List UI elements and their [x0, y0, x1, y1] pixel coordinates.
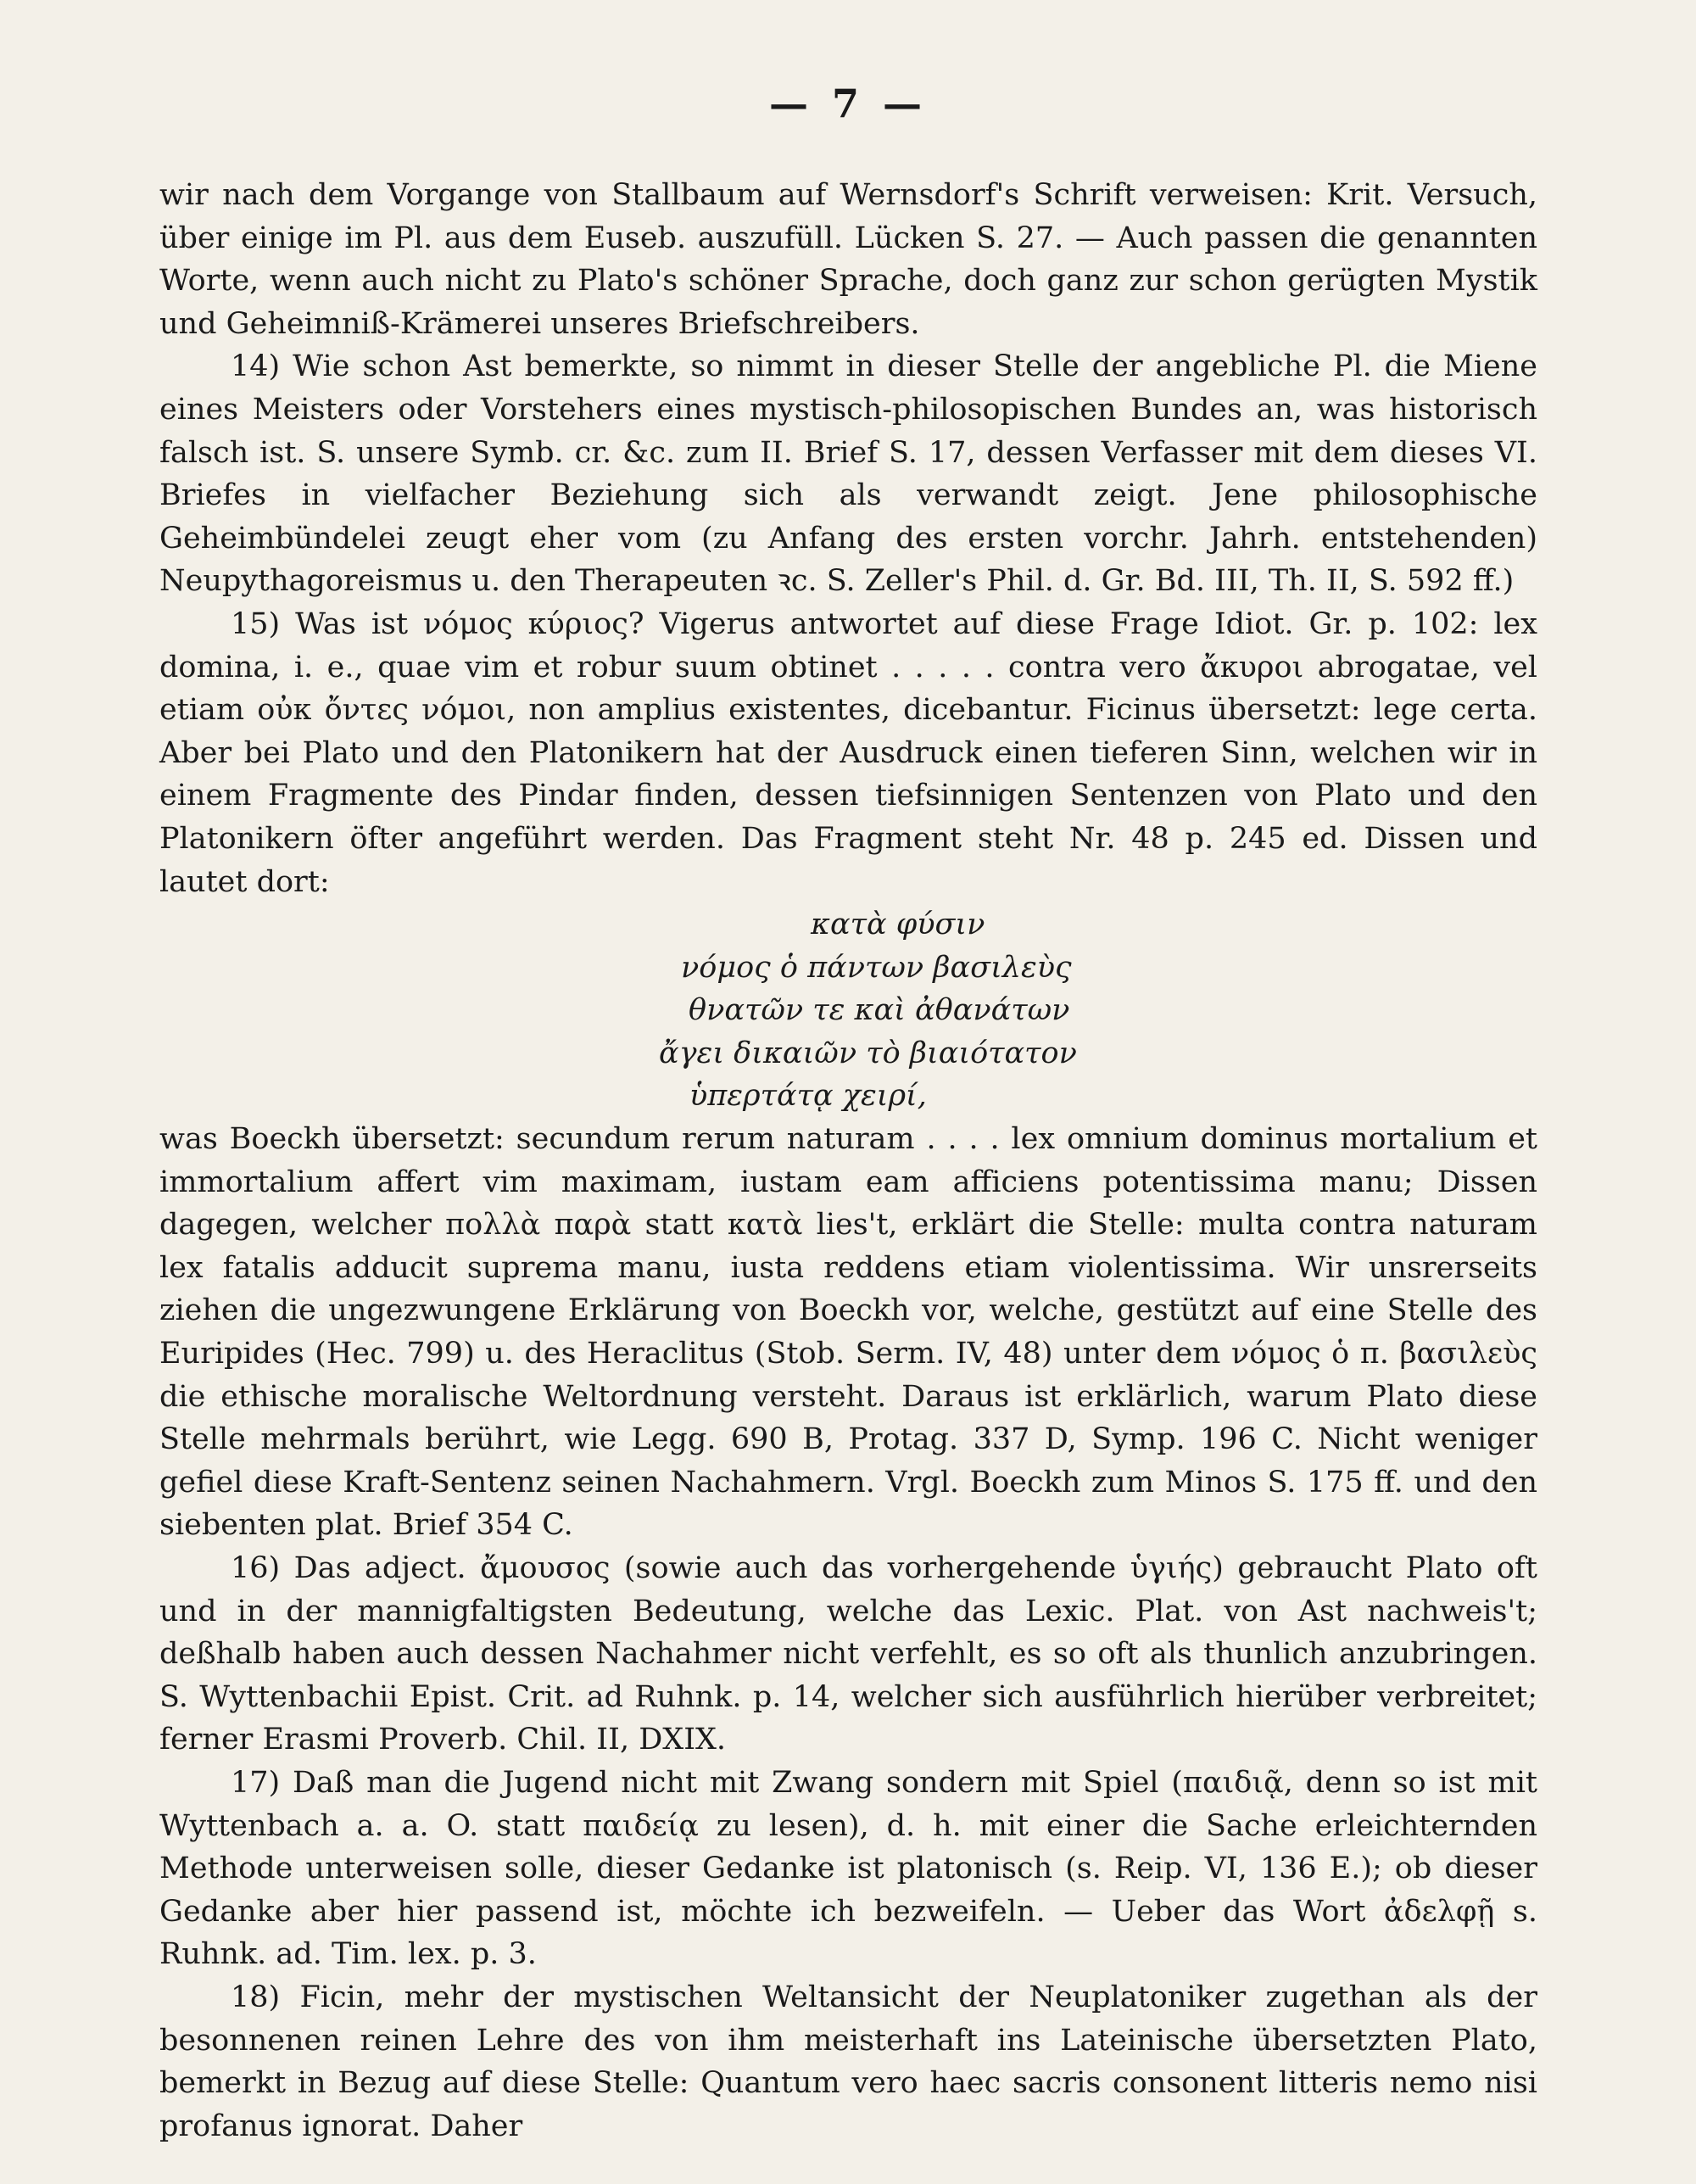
verse-line: ὑπερτάτᾳ χειρί,	[689, 1079, 927, 1114]
verse-line: ἄγει δικαιῶν τὸ βιαιότατον	[659, 1036, 1077, 1070]
note-15-intro: 15) Was ist νόμος κύριος? Vigerus antwortet auf diese Frage Idiot. Gr. p. 102: lex domina, i. e., quae vim et robur suum obtinet . . . . . contra vero ἄκυροι abrogatae, vel etiam οὐκ ὄντες νόμοι, non amplius existentes, dicebantur. Ficinus übersetzt: lege certa. Aber bei Plato und den Platonikern hat der Ausdruck einen tieferen Sinn, welchen wir in einem Fragmente des Pindar finden, dessen tiefsinnigen Sentenzen von Plato und den Platonikern öfter angeführt werden. Das Fragment steht Nr. 48 p. 245 ed. Dissen und lautet dort:	[159, 606, 1537, 899]
verse-line: θνατῶν τε καὶ ἀθανάτων	[689, 993, 1070, 1028]
note-14: 14) Wie schon Ast bemerkte, so nimmt in dieser Stelle der angebliche Pl. die Miene eines Meisters oder Vorstehers eines mystisch-philosopischen Bundes an, was historisch falsch ist. S. unsere Symb. cr. &c. zum II. Brief S. 17, dessen Verfasser mit dem dieses VI. Briefes in vielfacher Beziehung sich als verwandt zeigt. Jene philosophische Geheimbündelei zeugt eher vom (zu Anfang des ersten vorchr. Jahrh. entstehenden) Neupythagoreismus u. den Therapeuten ꝛc. S. Zeller's Phil. d. Gr. Bd. III, Th. II, S. 592 ff.)	[159, 349, 1537, 599]
verse-line: νόμος ὁ πάντων βασιλεὺς	[681, 950, 1072, 985]
note-18: 18) Ficin, mehr der mystischen Weltansicht der Neuplatoniker zugethan als der besonnenen reinen Lehre des von ihm meisterhaft ins Lateinische übersetzten Plato, bemerkt in Bezug auf diese Stelle: Quantum vero haec sacris consonent litteris nemo nisi profanus ignorat. Daher	[159, 1980, 1537, 2143]
note-17: 17) Daß man die Jugend nicht mit Zwang sondern mit Spiel (παιδιᾷ, denn so ist mit Wyttenbach a. a. O. statt παιδείᾳ zu lesen), d. h. mit einer die Sache erleichternden Methode unterweisen solle, dieser Gedanke ist platonisch (s. Reip. VI, 136 E.); ob dieser Gedanke aber hier passend ist, möchte ich bezweifeln. — Ueber das Wort ἀδελφῇ s. Ruhnk. ad. Tim. lex. p. 3.	[159, 1765, 1537, 1972]
verse-line: κατὰ φύσιν	[811, 908, 985, 942]
page-number: — 7 —	[768, 81, 928, 126]
note-15-continued: was Boeckh übersetzt: secundum rerum naturam . . . . lex omnium dominus mortalium et immortalium affert vim maximam, iustam eam afficiens potentissima manu; Dissen dagegen, welcher πολλὰ παρὰ statt κατὰ lies't, erklärt die Stelle: multa contra naturam lex fatalis adducit suprema manu, iusta reddens etiam violentissima. Wir unsrerseits ziehen die ungezwungene Erklärung von Boeckh vor, welche, gestützt auf eine Stelle des Euripides (Hec. 799) u. des Heraclitus (Stob. Serm. IV, 48) unter dem νόμος ὁ π. βασιλεὺς die ethische moralische Weltordnung versteht. Daraus ist erklärlich, warum Plato diese Stelle mehrmals berührt, wie Legg. 690 B, Protag. 337 D, Symp. 196 C. Nicht weniger gefiel diese Kraft-Sentenz seinen Nachahmern. Vrgl. Boeckh zum Minos S. 175 ff. und den siebenten plat. Brief 354 C.	[159, 1122, 1537, 1543]
note-16: 16) Das adject. ἄμουσος (sowie auch das vorhergehende ὑγιής) gebraucht Plato oft und in der mannigfaltigsten Bedeutung, welche das Lexic. Plat. von Ast nachweis't; deßhalb haben auch dessen Nachahmer nicht verfehlt, es so oft als thunlich anzubringen. S. Wyttenbachii Epist. Crit. ad Ruhnk. p. 14, welcher sich ausführlich hierüber verbreitet; ferner Erasmi Proverb. Chil. II, DXIX.	[159, 1551, 1537, 1757]
page-body	[159, 174, 1537, 2148]
pindar-fragment	[159, 903, 1537, 1118]
continuation-paragraph: wir nach dem Vorgange von Stallbaum auf Wernsdorf's Schrift verweisen: Krit. Versuch, über einige im Pl. aus dem Euseb. auszufüll. Lücken S. 27. — Auch passen die genannten Worte, wenn auch nicht zu Plato's schöner Sprache, doch ganz zur schon gerügten Mystik und Geheimniß-Krämerei unseres Briefschreibers.	[159, 178, 1537, 341]
